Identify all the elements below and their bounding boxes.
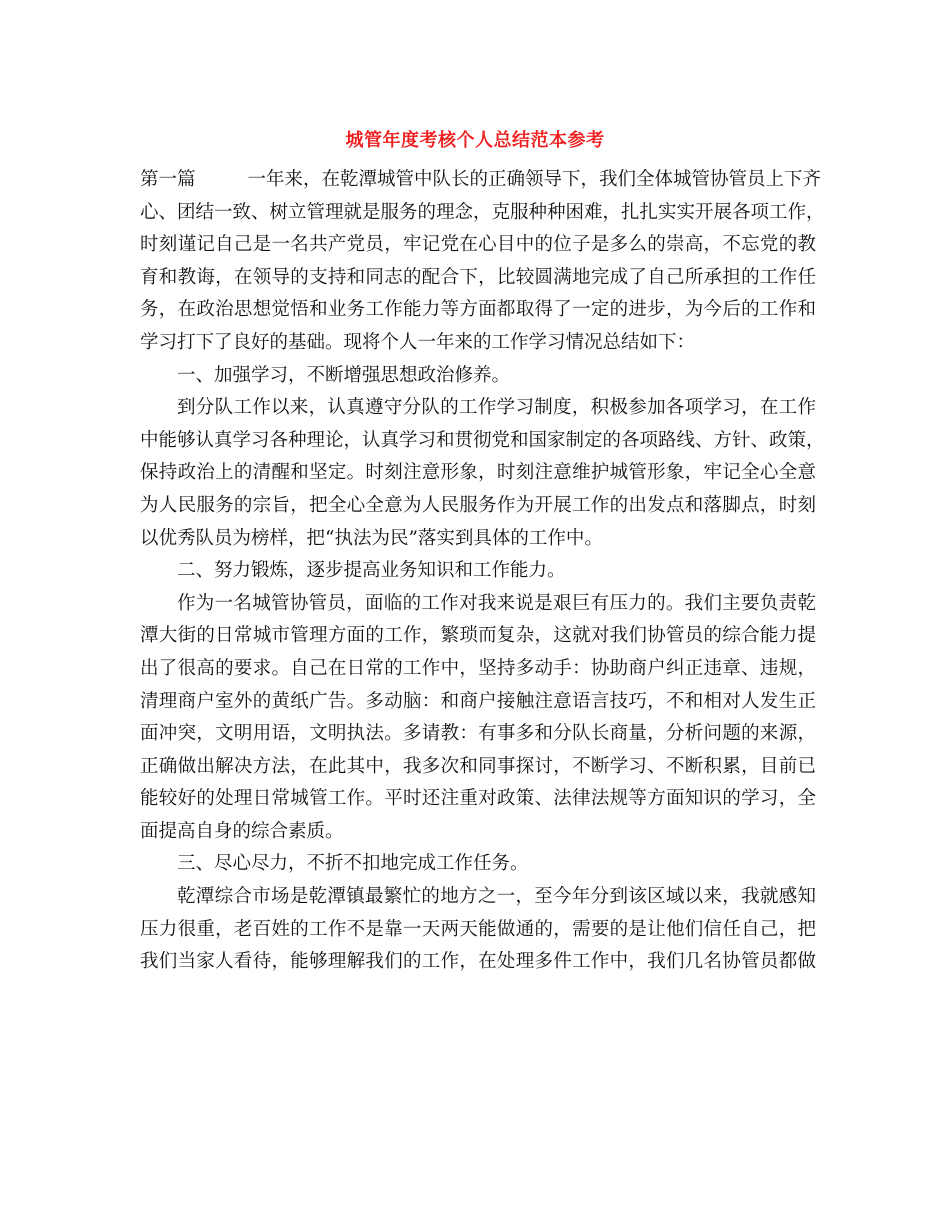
section-heading-3	[140, 848, 816, 881]
text-line: 心、团结一致、树立管理就是服务的理念，克服种种困难，扎扎实实开展各项工作，	[140, 201, 825, 223]
paragraph-study	[140, 392, 825, 555]
text-line: 出了很高的要求。自己在日常的工作中，坚持多动手：协助商户纠正违章、违规，	[140, 657, 816, 679]
text-line: 三、尽心尽力，不折不扣地完成工作任务。	[177, 853, 529, 875]
text-line: 面冲突，文明用语，文明执法。多请教：有事多和分队长商量，分析问题的来源，	[140, 723, 816, 745]
text-line: 育和教诲，在领导的支持和同志的配合下，比较圆满地完成了自己所承担的工作任	[140, 266, 816, 288]
section-label: 第一篇	[140, 169, 196, 190]
section-heading-2	[140, 555, 816, 588]
section-heading-1	[140, 360, 816, 393]
text-line: 乾潭综合市场是乾潭镇最繁忙的地方之一，至今年分到该区域以来，我就感知	[177, 886, 816, 908]
paragraph-ability	[140, 588, 816, 849]
text-line: 我们当家人看待，能够理解我们的工作，在处理多件工作中，我们几名协管员都做	[140, 951, 816, 973]
text-line: 到分队工作以来，认真遵守分队的工作学习制度，积极参加各项学习，在工作	[177, 397, 816, 419]
text-line: 中能够认真学习各种理论，认真学习和贯彻党和国家制定的各项路线、方针、政策，	[140, 429, 825, 451]
text-line: 时刻谨记自己是一名共产党员，牢记党在心目中的位子是多么的崇高，不忘党的教	[140, 234, 816, 256]
text-line: 为人民服务的宗旨，把全心全意为人民服务作为开展工作的出发点和落脚点，时刻	[140, 494, 816, 516]
text-line: 正确做出解决方法，在此其中，我多次和同事探讨，不断学习、不断积累，目前已	[140, 755, 816, 777]
text-line: 压力很重，老百姓的工作不是靠一天两天能做通的，需要的是让他们信任自己，把	[140, 918, 816, 940]
text-line: 潭大街的日常城市管理方面的工作，繁琐而复杂，这就对我们协管员的综合能力提	[140, 625, 816, 647]
text-line: 务，在政治思想觉悟和业务工作能力等方面都取得了一定的进步，为今后的工作和	[140, 299, 816, 321]
text-line: 作为一名城管协管员，面临的工作对我来说是艰巨有压力的。我们主要负责乾	[177, 592, 816, 614]
text-line: 第一篇 一年来，在乾潭城管中队长的正确领导下，我们全体城管协管员上下齐	[140, 169, 822, 190]
document-title: 城管年度考核个人总结范本参考	[345, 130, 605, 151]
text-line: 面提高自身的综合素质。	[140, 820, 344, 842]
text-line: 二、努力锻炼，逐步提高业务知识和工作能力。	[177, 560, 566, 582]
paragraph-intro	[140, 164, 825, 360]
text-line: 一、加强学习，不断增强思想政治修养。	[177, 364, 511, 386]
text-line: 学习打下了良好的基础。现将个人一年来的工作学习情况总结如下：	[140, 331, 696, 353]
text-line: 保持政治上的清醒和坚定。时刻注意形象，时刻注意维护城管形象，牢记全心全意	[140, 462, 816, 484]
text-line: 以优秀队员为榜样，把“执法为民”落实到具体的工作中。	[140, 527, 603, 549]
paragraph-tasks	[140, 881, 816, 979]
text-line: 清理商户室外的黄纸广告。多动脑：和商户接触注意语言技巧，不和相对人发生正	[140, 690, 816, 712]
text-line: 能较好的处理日常城管工作。平时还注重对政策、法律法规等方面知识的学习，全	[140, 788, 816, 810]
document-body	[140, 164, 825, 979]
